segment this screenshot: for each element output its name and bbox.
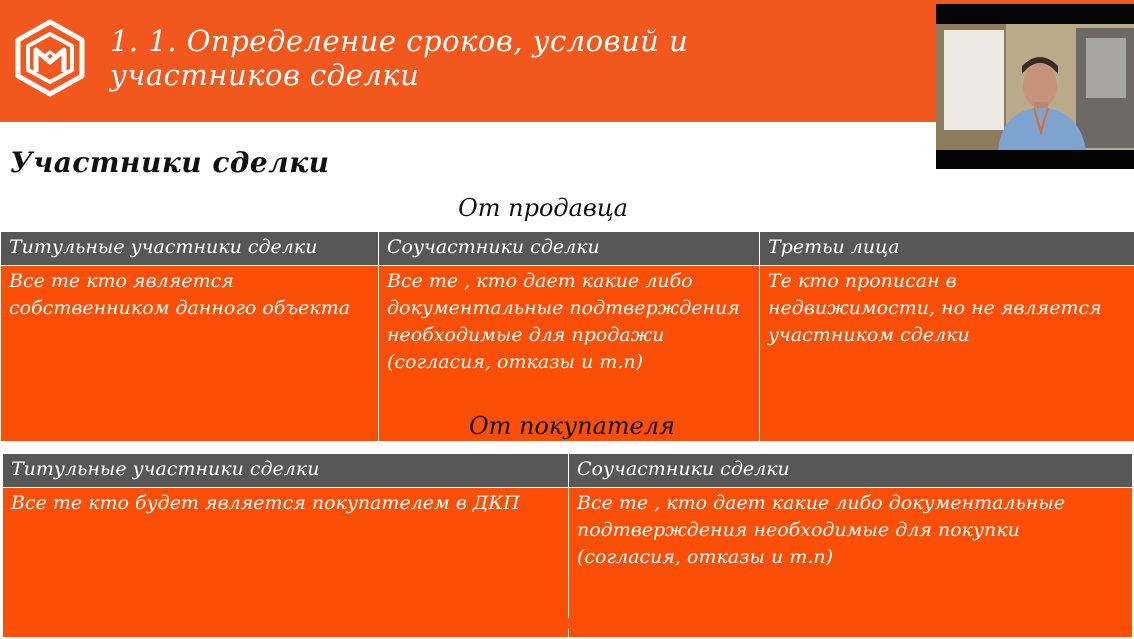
column-header: Титульные участники сделки: [3, 454, 569, 488]
column-header: Соучастники сделки: [569, 454, 1133, 488]
seller-participants-table: [0, 231, 1134, 442]
presenter-video-frame: [936, 4, 1134, 169]
column-header: Третьи лица: [760, 232, 1134, 266]
table-cell: Все те , кто дает какие либо документальные подтверждения необходимые для покупки (согласия, отказы и т.п): [569, 488, 1133, 638]
section-title: Участники сделки: [10, 146, 330, 179]
slide-title: 1. 1. Определение сроков, условий и участников сделки: [110, 24, 689, 92]
table-cell: Все те кто будет является покупателем в ДКП: [3, 488, 569, 638]
column-header: Титульные участники сделки: [1, 232, 379, 266]
table-cell: Все те , кто дает какие либо документальные подтверждения необходимые для продажи (согласия, отказы и т.п): [379, 266, 760, 442]
table-header-row: [3, 454, 1133, 488]
company-logo-icon: [14, 18, 86, 98]
table-cell: Те кто прописан в недвижимости, но не является участником сделки: [760, 266, 1134, 442]
presenter-video[interactable]: [936, 4, 1134, 169]
column-header: Соучастники сделки: [379, 232, 760, 266]
table-cell: Все те кто является собственником данного объекта: [1, 266, 379, 442]
seller-caption: От продавца: [458, 194, 628, 222]
table-header-row: [1, 232, 1134, 266]
buyer-caption: От покупателя: [468, 412, 676, 440]
footnote-text: присутствовать на сделке и наличие необходимых документов: [12, 606, 886, 635]
